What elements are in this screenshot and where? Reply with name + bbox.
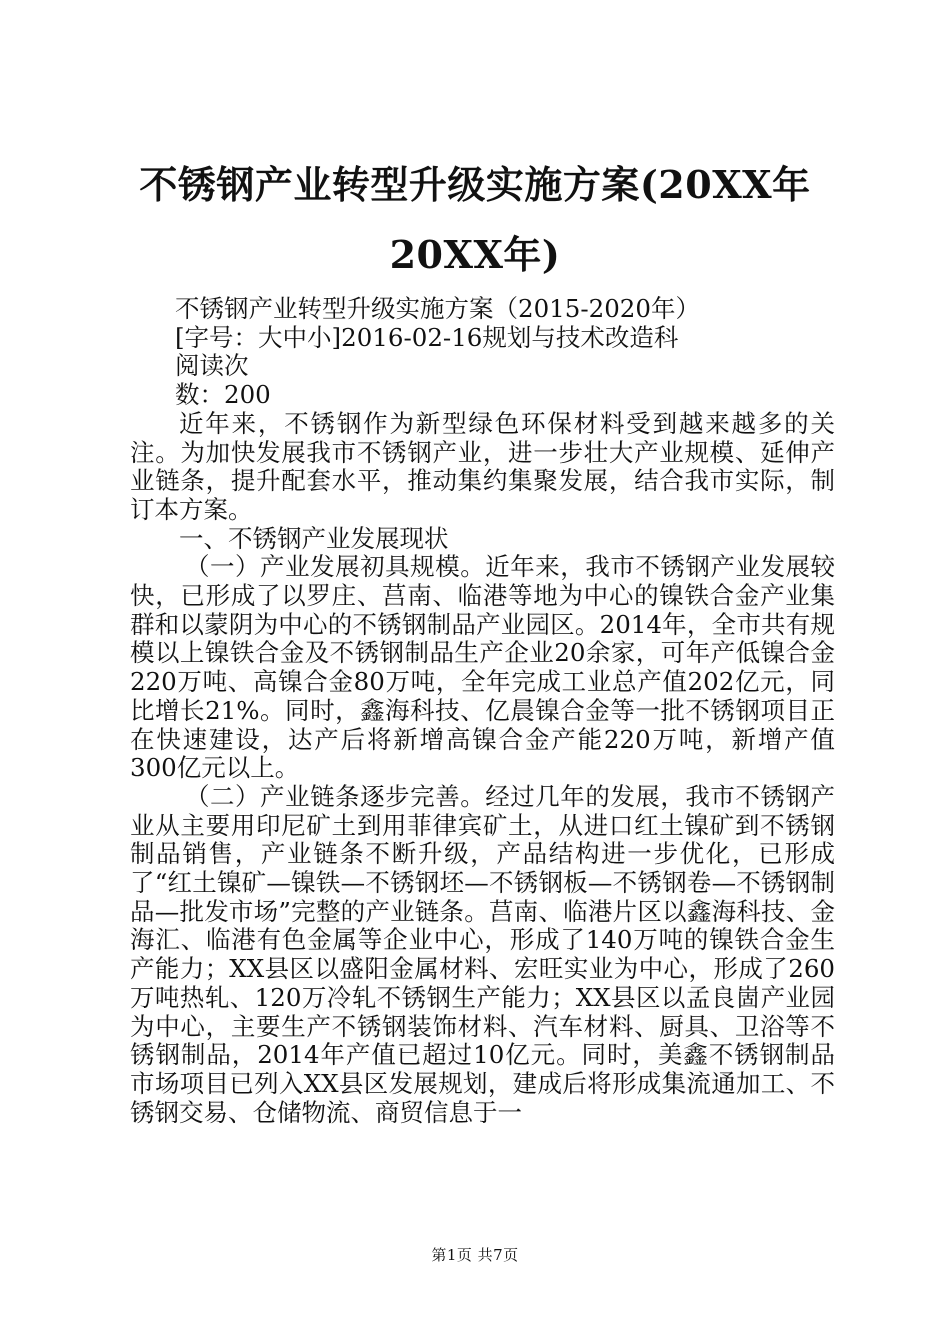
meta-line-source: [字号：大中小]2016-02-16规划与技术改造科: [175, 322, 679, 352]
meta-line-reads-label: 阅读次: [175, 351, 249, 381]
page-number: 第1页 共7页: [431, 1246, 519, 1264]
paragraph-chain: （二）产业链条逐步完善。经过几年的发展，我市不锈钢产业从主要用印尼矿土到用菲律宾矿土，从进口红土镍矿到不锈钢制品销售，产业链条不断升级，产品结构进一步优化，已形成了“红土镍矿—镍铁—不锈钢坯—不锈钢板—不锈钢卷—不锈钢制品—批发市场”完整的产业链条。莒南、临港片区以鑫海科技、金海汇、临港有色金属等企业中心，形成了140万吨的镍铁合金生产能力；XX县区以盛阳金属材料、宏旺实业为中心，形成了260万吨热轧、120万冷轧不锈钢生产能力；XX县区以孟良崮产业园为中心，主要生产不锈钢装饰材料、汽车材料、厨具、卫浴等不锈钢制品，2014年产值已超过10亿元。同时，美鑫不锈钢制品市场项目已列入XX县区发展规划，建成后将形成集流通加工、不锈钢交易、仓储物流、商贸信息于一: [130, 781, 835, 1127]
section-heading: 一、不锈钢产业发展现状: [179, 523, 449, 553]
paragraph-scale: （一）产业发展初具规模。近年来，我市不锈钢产业发展较快，已形成了以罗庄、莒南、临港等地为中心的镍铁合金产业集群和以蒙阴为中心的不锈钢制品产业园区。2014年，全市共有规模以上镍铁合金及不锈钢制品生产企业20余家，可年产低镍合金220万吨、高镍合金80万吨，全年完成工业总产值202亿元，同比增长21%。同时，鑫海科技、亿晨镍合金等一批不锈钢项目正在快速建设，达产后将新增高镍合金产能220万吨，新增产值300亿元以上。: [130, 552, 835, 783]
document-title: 不锈钢产业转型升级实施方案(20XX年20XX年): [139, 162, 811, 277]
meta-line-title: 不锈钢产业转型升级实施方案（2015-2020年）: [175, 294, 700, 323]
meta-line-reads-count: 数：200: [175, 380, 271, 410]
document-body: [130, 295, 835, 1127]
intro-paragraph: 近年来，不锈钢作为新型绿色环保材料受到越来越多的关注。为加快发展我市不锈钢产业，进一步壮大产业规模、延伸产业链条，提升配套水平，推动集约集聚发展，结合我市实际，制订本方案。: [130, 408, 835, 524]
